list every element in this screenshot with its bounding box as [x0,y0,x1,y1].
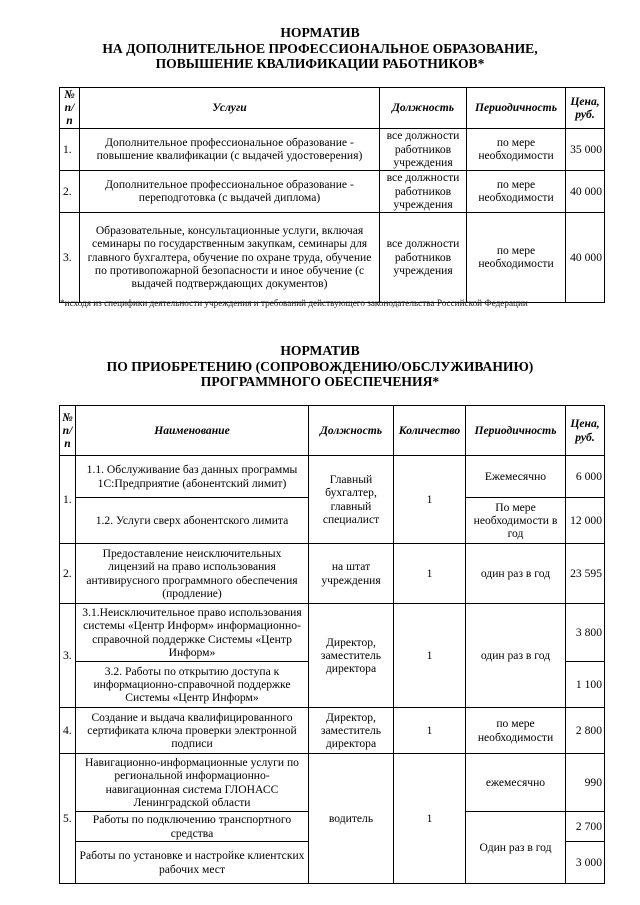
row-num: 2. [60,170,80,212]
row-frequency: ежемесячно [466,754,566,812]
row-name: Создание и выдача квалифицированного сертификата ключа проверки электронной подписи [76,708,309,754]
row-frequency: один раз в год [466,604,566,708]
header-name: Наименование [76,406,309,456]
row-position: все должности работников учреждения [380,212,467,302]
header-quantity: Количество [394,406,466,456]
row-quantity: 1 [394,544,466,604]
row-price: 3 800 [566,604,605,662]
row-price: 1 100 [566,662,605,708]
section1-title [0,25,640,72]
section1-title-line: НА ДОПОЛНИТЕЛЬНОЕ ПРОФЕССИОНАЛЬНОЕ ОБРАЗОВАНИЕ, [102,40,538,56]
header-position: Должность [380,88,467,129]
row-frequency: по мере необходимости [466,708,566,754]
section2-title-line: ПО ПРИОБРЕТЕНИЮ (СОПРОВОЖДЕНИЮ/ОБСЛУЖИВАНИЮ) [106,358,534,374]
row-num: 2. [60,544,76,604]
row-position: Главный бухгалтер, главный специалист [309,456,394,544]
row-price: 3 000 [566,842,605,884]
header-position: Должность [309,406,394,456]
table-row [60,170,605,212]
table-row [60,708,605,754]
row-position: водитель [309,754,394,884]
table-row [60,754,605,812]
row-service: Образовательные, консультационные услуги, включая семинары по государственным закупкам, семинары для главного бухгалтера, обучение по охране труда, обучение по противопожарной безопасности и иное обучение (с выдачей подтверждающих документов) [80,212,380,302]
row-price: 6 000 [566,456,605,498]
section1-title-line: НОРМАТИВ [280,25,360,40]
table-row [60,544,605,604]
row-name: Навигационно-информационные услуги по региональной информационно-навигационная система ГЛОНАСС Ленинградской области [76,754,309,812]
row-service: Дополнительное профессиональное образование - переподготовка (с выдачей диплома) [80,170,380,212]
row-position: все должности работников учреждения [380,170,467,212]
row-price: 990 [566,754,605,812]
row-quantity: 1 [394,604,466,708]
row-frequency: по мере необходимости [467,128,566,170]
row-price: 12 000 [566,498,605,544]
header-num: № п/п [60,88,80,129]
row-name: Работы по подключению транспортного средства [76,812,309,842]
row-position: Директор, заместитель директора [309,708,394,754]
table-row [60,212,605,302]
header-service: Услуги [80,88,380,129]
row-quantity: 1 [394,708,466,754]
row-price: 40 000 [566,212,605,302]
table-header-row [60,88,605,129]
header-num: № п/ п [60,406,76,456]
row-name: 1.1. Обслуживание баз данных программы 1С:Предприятие (абонентский лимит) [76,456,309,498]
table-row [60,604,605,662]
row-price: 35 000 [566,128,605,170]
row-name: 1.2. Услуги сверх абонентского лимита [76,498,309,544]
header-price: Цена, руб. [566,406,605,456]
row-num: 3. [60,604,76,708]
header-frequency: Периодичность [467,88,566,129]
header-price: Цена, руб. [566,88,605,129]
row-frequency: Ежемесячно [466,456,566,498]
row-frequency: по мере необходимости [467,212,566,302]
row-price: 40 000 [566,170,605,212]
row-name: Предоставление неисключительных лицензий на право использования антивирусного программного обеспечения (продление) [76,544,309,604]
row-name: Работы по установке и настройке клиентских рабочих мест [76,842,309,884]
row-frequency: по мере необходимости [467,170,566,212]
section2-title-line: НОРМАТИВ [280,343,360,358]
row-num: 5. [60,754,76,884]
row-price: 2 800 [566,708,605,754]
row-position: на штат учреждения [309,544,394,604]
row-num: 1. [60,456,76,544]
section1-title-line: ПОВЫШЕНИЕ КВАЛИФИКАЦИИ РАБОТНИКОВ* [155,56,485,71]
training-table [59,87,605,303]
row-price: 2 700 [566,812,605,842]
row-num: 3. [60,212,80,302]
row-service: Дополнительное профессиональное образование - повышение квалификации (с выдачей удостоверения) [80,128,380,170]
section2-title-line: ПРОГРАММНОГО ОБЕСПЕЧЕНИЯ* [200,374,440,389]
software-table [59,405,605,884]
section1-footnote: *исходя из специфики деятельности учреждения и требований действующего законодательства Российской Федерации [60,298,528,308]
row-frequency: По мере необходимости в год [466,498,566,544]
table-row [60,456,605,498]
table-row [60,128,605,170]
row-quantity: 1 [394,456,466,544]
row-position: Директор, заместитель директора [309,604,394,708]
row-num: 1. [60,128,80,170]
row-name: 3.1.Неисключительное право использования системы «Центр Информ» информационно-справочной поддержке Системы «Центр Информ» [76,604,309,662]
row-price: 23 595 [566,544,605,604]
row-frequency: Один раз в год [466,812,566,884]
header-frequency: Периодичность [466,406,566,456]
row-frequency: один раз в год [466,544,566,604]
row-name: 3.2. Работы по открытию доступа к информационно-справочной поддержке Системы «Центр Информ» [76,662,309,708]
row-num: 4. [60,708,76,754]
section2-title [0,343,640,390]
table-header-row [60,406,605,456]
row-position: все должности работников учреждения [380,128,467,170]
row-quantity: 1 [394,754,466,884]
